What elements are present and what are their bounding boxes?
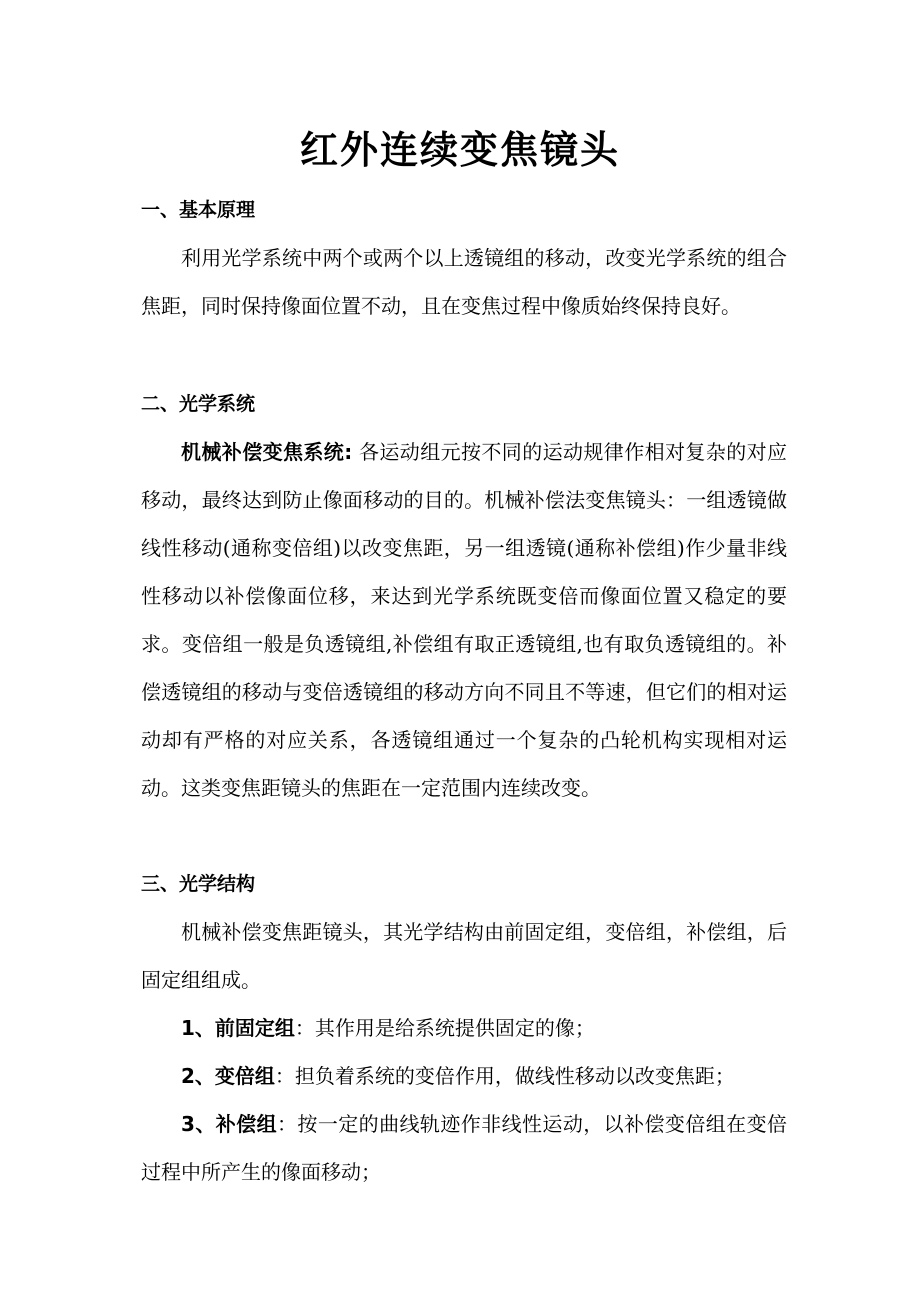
- lead-term: 机械补偿变焦系统:: [181, 440, 353, 464]
- list-item-separator: ：: [294, 1016, 315, 1040]
- list-item-separator: ：: [274, 1064, 295, 1088]
- list-item-number: 2、: [181, 1064, 215, 1088]
- section-heading-1: 一、基本原理: [141, 199, 256, 221]
- section-paragraph-1: 利用光学系统中两个或两个以上透镜组的移动，改变光学系统的组合焦距，同时保持像面位置不动，且在变焦过程中像质始终保持良好。: [141, 246, 787, 318]
- list-item-text: 按一定的曲线轨迹作非线性运动，以补偿变倍组在变倍过程中所产生的像面移动；: [141, 1112, 788, 1184]
- section-paragraph-2: [141, 428, 787, 812]
- list-item-text: 担负着系统的变倍作用，做线性移动以改变焦距；: [294, 1064, 735, 1088]
- list-item-2: [141, 1052, 787, 1100]
- section-paragraph-3: 机械补偿变焦距镜头，其光学结构由前固定组，变倍组，补偿组，后固定组组成。: [141, 920, 787, 992]
- section-heading-2: 二、光学系统: [141, 393, 256, 415]
- list-item-1: [141, 1004, 787, 1052]
- section-paragraph-2-text: 各运动组元按不同的运动规律作相对复杂的对应移动，最终达到防止像面移动的目的。机械补偿法变焦镜头：一组透镜做线性移动(通称变倍组)以改变焦距，另一组透镜(通称补偿组)作少量非线性移动以补偿像面位移，来达到光学系统既变倍而像面位置又稳定的要求。变倍组一般是负透镜组,补偿组有取正透镜组,也有取负透镜组的。补偿透镜组的移动与变倍透镜组的移动方向不同且不等速，但它们的相对运动却有严格的对应关系，各透镜组通过一个复杂的凸轮机构实现相对运动。这类变焦距镜头的焦距在一定范围内连续改变。: [141, 440, 788, 800]
- list-item-text: 其作用是给系统提供固定的像；: [314, 1016, 595, 1040]
- section-heading-3: 三、光学结构: [141, 873, 256, 895]
- list-item-3: [141, 1100, 787, 1196]
- list-item-number: 1、: [181, 1016, 215, 1040]
- list-item-separator: ：: [277, 1112, 298, 1136]
- list-item-term: 前固定组: [214, 1016, 295, 1040]
- document-title: 红外连续变焦镜头: [299, 127, 620, 172]
- list-item-term: 变倍组: [214, 1064, 275, 1088]
- list-item-number: 3、: [181, 1112, 216, 1136]
- list-item-term: 补偿组: [215, 1112, 277, 1136]
